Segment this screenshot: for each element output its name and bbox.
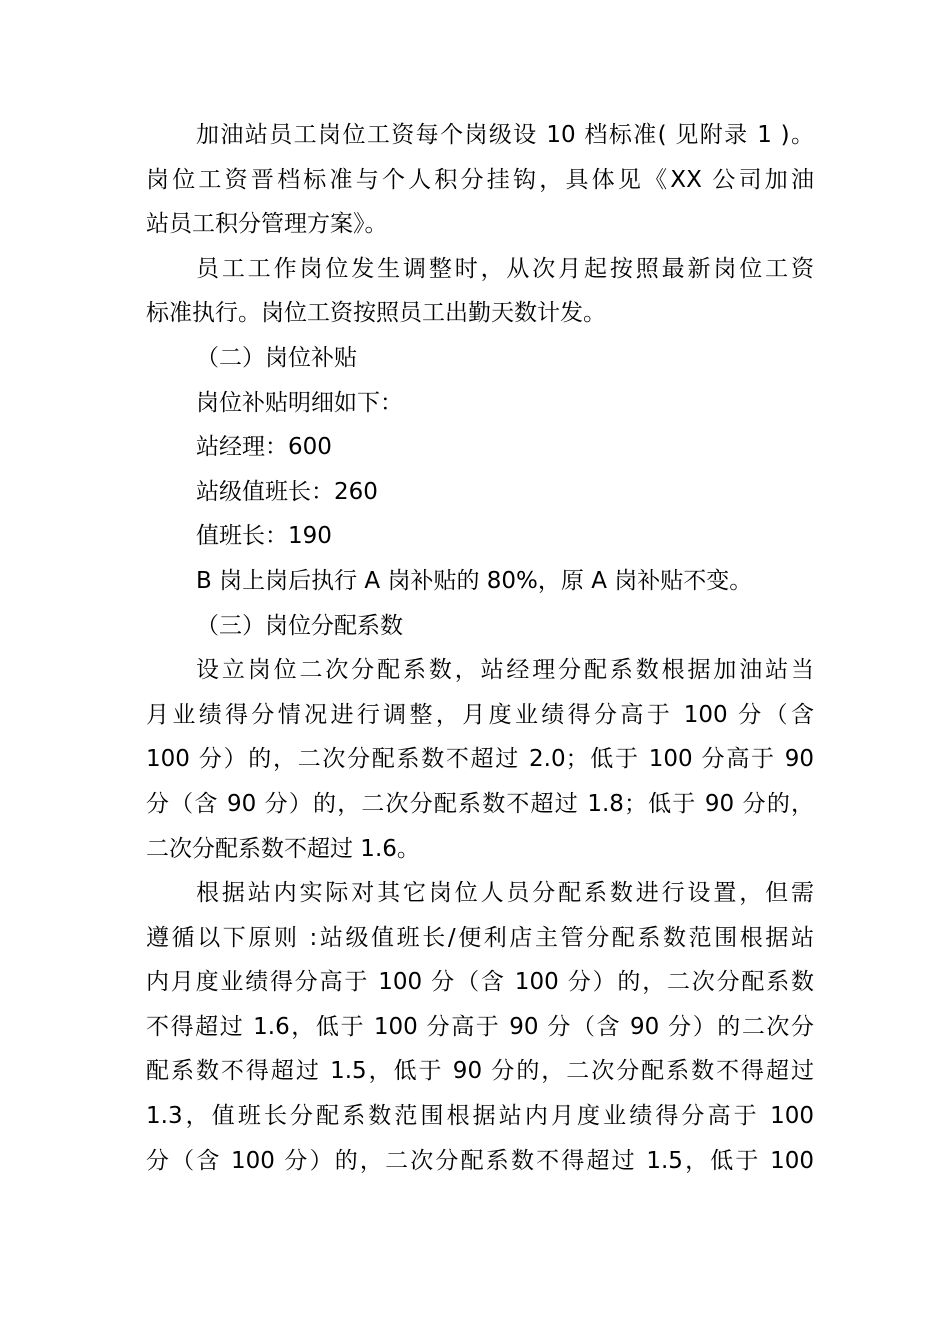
section-heading: （二）岗位补贴 (196, 344, 357, 371)
paragraph-line: 岗位补贴明细如下： (196, 389, 403, 416)
paragraph-line: 配系数不得超过 1.5，低于 90 分的，二次分配系数不得超过 (146, 1058, 814, 1085)
paragraph-line: 加油站员工岗位工资每个岗级设 10 档标准( 见附录 1 )。 (196, 122, 814, 148)
paragraph-line: 遵循以下原则 :站级值班长/便利店主管分配系数范围根据站 (146, 924, 814, 951)
paragraph-line: 不得超过 1.6，低于 100 分高于 90 分（含 90 分）的二次分 (146, 1013, 814, 1040)
paragraph-line: 二次分配系数不超过 1.6。 (146, 835, 420, 862)
paragraph-line: 分（含 100 分）的，二次分配系数不得超过 1.5，低于 100 (146, 1147, 814, 1174)
paragraph-line: 设立岗位二次分配系数，站经理分配系数根据加油站当 (196, 657, 814, 684)
paragraph-line: 月业绩得分情况进行调整，月度业绩得分高于 100 分（含 (146, 701, 814, 728)
document-body (146, 113, 814, 1183)
paragraph-line: 标准执行。岗位工资按照员工出勤天数计发。 (146, 300, 606, 327)
paragraph-line: B 岗上岗后执行 A 岗补贴的 80%，原 A 岗补贴不变。 (196, 567, 753, 594)
paragraph-line: 内月度业绩得分高于 100 分（含 100 分）的，二次分配系数 (146, 969, 814, 996)
paragraph-line: 员工工作岗位发生调整时，从次月起按照最新岗位工资 (196, 255, 814, 282)
paragraph-line: 100 分）的，二次分配系数不超过 2.0；低于 100 分高于 90 (146, 746, 814, 773)
allowance-item: 站级值班长：260 (196, 478, 378, 505)
paragraph-line: 1.3，值班长分配系数范围根据站内月度业绩得分高于 100 (146, 1103, 814, 1130)
paragraph-line: 根据站内实际对其它岗位人员分配系数进行设置，但需 (196, 880, 814, 907)
allowance-item: 值班长：190 (196, 523, 332, 550)
paragraph-line: 站员工积分管理方案》。 (146, 211, 388, 238)
section-heading: （三）岗位分配系数 (196, 612, 403, 639)
allowance-item: 站经理：600 (196, 434, 332, 461)
paragraph-line: 岗位工资晋档标准与个人积分挂钩，具体见《XX 公司加油 (146, 166, 814, 193)
paragraph-line: 分（含 90 分）的，二次分配系数不超过 1.8；低于 90 分的， (146, 790, 814, 817)
